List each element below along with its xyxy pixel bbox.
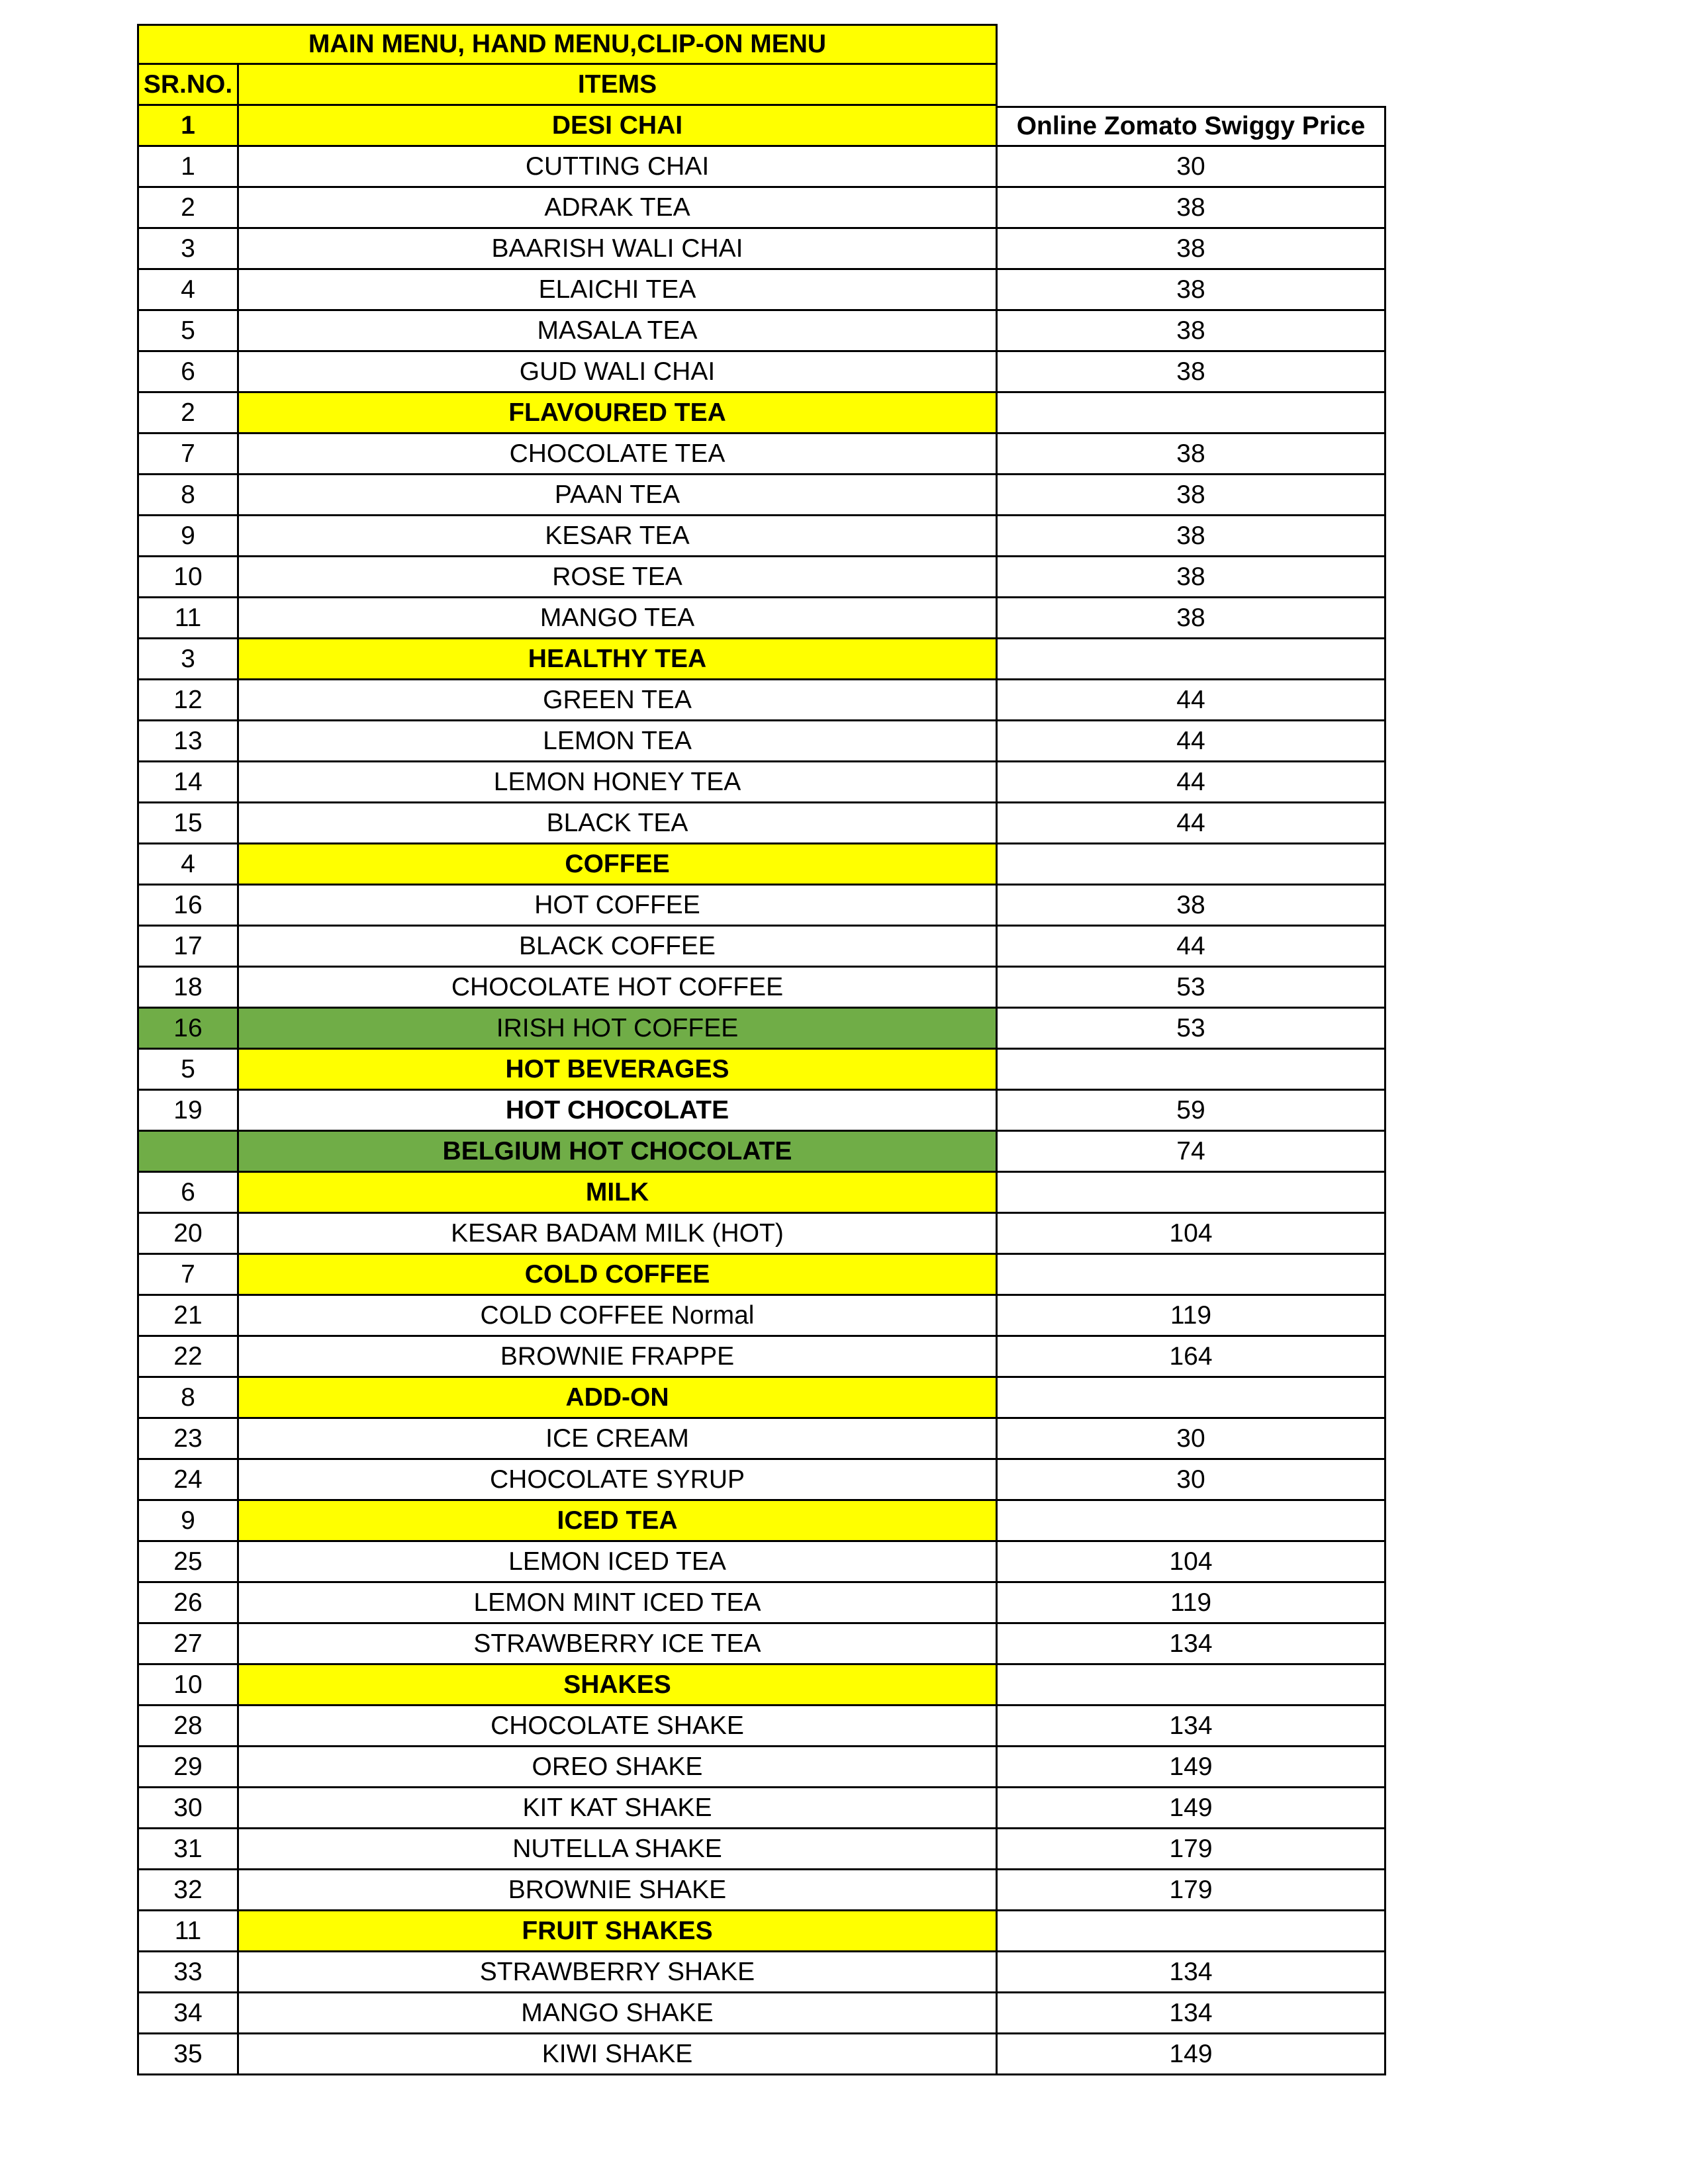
price-cell: 149 [998,2034,1386,2075]
table-row [137,968,1386,1009]
price-cell: 149 [998,1788,1386,1829]
item-name: CUTTING CHAI [239,147,998,188]
price-cell: 104 [998,1542,1386,1583]
item-name: BLACK TEA [239,803,998,844]
table-row [137,1091,1386,1132]
price-cell [998,1378,1386,1419]
table-row [137,1132,1386,1173]
table-row [137,721,1386,762]
sr-no-cell: 10 [137,1665,239,1706]
price-cell [998,1255,1386,1296]
price-cell [998,1911,1386,1952]
category-row [137,1378,1386,1419]
price-cell [998,844,1386,886]
table-row [137,1870,1386,1911]
item-name: BELGIUM HOT CHOCOLATE [239,1132,998,1173]
category-label: ADD-ON [239,1378,998,1419]
items-header: ITEMS [239,65,998,106]
sr-no-cell [137,1132,239,1173]
table-row [137,270,1386,311]
price-cell: 38 [998,886,1386,927]
item-name: ADRAK TEA [239,188,998,229]
category-label: FLAVOURED TEA [239,393,998,434]
table-row [137,1460,1386,1501]
sr-no-cell: 8 [137,1378,239,1419]
item-name: GREEN TEA [239,680,998,721]
item-name: MANGO SHAKE [239,1993,998,2034]
title-row [137,24,1386,65]
item-name: ICE CREAM [239,1419,998,1460]
sr-no-cell: 11 [137,1911,239,1952]
price-cell: 149 [998,1747,1386,1788]
table-row [137,762,1386,803]
sr-no-cell: 12 [137,680,239,721]
sr-no-cell: 22 [137,1337,239,1378]
sr-no-cell: 7 [137,1255,239,1296]
category-row [137,1255,1386,1296]
price-cell: 30 [998,147,1386,188]
category-row [137,1173,1386,1214]
item-name: LEMON HONEY TEA [239,762,998,803]
table-row [137,1419,1386,1460]
item-name: BAARISH WALI CHAI [239,229,998,270]
item-name: BLACK COFFEE [239,927,998,968]
table-row [137,1706,1386,1747]
price-cell: 53 [998,1009,1386,1050]
table-row [137,475,1386,516]
table-row [137,1583,1386,1624]
price-cell: 38 [998,557,1386,598]
sr-no-cell: 25 [137,1542,239,1583]
sr-no-cell: 35 [137,2034,239,2075]
item-name: HOT COFFEE [239,886,998,927]
sr-no-cell: 2 [137,188,239,229]
sr-no-cell: 4 [137,270,239,311]
sr-no-cell: 10 [137,557,239,598]
sr-no-cell: 4 [137,844,239,886]
table-row [137,1296,1386,1337]
table-row [137,434,1386,475]
sr-no-cell: 14 [137,762,239,803]
sr-no-cell: 18 [137,968,239,1009]
item-name: BROWNIE FRAPPE [239,1337,998,1378]
item-name: NUTELLA SHAKE [239,1829,998,1870]
price-cell: 44 [998,680,1386,721]
item-name: ROSE TEA [239,557,998,598]
price-cell: 134 [998,1624,1386,1665]
price-cell: 38 [998,475,1386,516]
sr-no-cell: 5 [137,311,239,352]
item-name: BROWNIE SHAKE [239,1870,998,1911]
price-cell [998,1665,1386,1706]
sr-no-header: SR.NO. [137,65,239,106]
price-cell: 134 [998,1952,1386,1993]
sr-no-cell: 34 [137,1993,239,2034]
sr-no-cell: 13 [137,721,239,762]
price-cell [998,1050,1386,1091]
category-label: COFFEE [239,844,998,886]
table-row [137,229,1386,270]
sr-no-cell: 1 [137,106,239,147]
table-row [137,1214,1386,1255]
price-cell: 179 [998,1870,1386,1911]
price-cell: 134 [998,1706,1386,1747]
table-row [137,1337,1386,1378]
category-row [137,1050,1386,1091]
item-name: KIWI SHAKE [239,2034,998,2075]
price-cell: 38 [998,311,1386,352]
table-row [137,803,1386,844]
price-cell [998,639,1386,680]
sr-no-cell: 32 [137,1870,239,1911]
table-row [137,1747,1386,1788]
item-name: GUD WALI CHAI [239,352,998,393]
sr-no-cell: 9 [137,516,239,557]
item-name: CHOCOLATE SYRUP [239,1460,998,1501]
item-name: STRAWBERRY SHAKE [239,1952,998,1993]
sr-no-cell: 16 [137,1009,239,1050]
table-row [137,886,1386,927]
price-cell: 30 [998,1419,1386,1460]
item-name: MASALA TEA [239,311,998,352]
table-row [137,1829,1386,1870]
price-cell: 134 [998,1993,1386,2034]
sr-no-cell: 15 [137,803,239,844]
price-cell: 59 [998,1091,1386,1132]
price-cell: 44 [998,803,1386,844]
item-name: CHOCOLATE SHAKE [239,1706,998,1747]
price-cell: 119 [998,1583,1386,1624]
item-name: LEMON ICED TEA [239,1542,998,1583]
price-cell: 74 [998,1132,1386,1173]
price-cell: 44 [998,721,1386,762]
item-name: ELAICHI TEA [239,270,998,311]
category-row [137,844,1386,886]
sheet-title: MAIN MENU, HAND MENU,CLIP-ON MENU [137,24,998,65]
sr-no-cell: 7 [137,434,239,475]
price-cell: 44 [998,927,1386,968]
table-row [137,516,1386,557]
sr-no-cell: 8 [137,475,239,516]
table-row [137,188,1386,229]
table-row [137,680,1386,721]
item-name: OREO SHAKE [239,1747,998,1788]
category-label: MILK [239,1173,998,1214]
price-cell: 38 [998,270,1386,311]
sr-no-cell: 28 [137,1706,239,1747]
sr-no-cell: 3 [137,229,239,270]
price-cell [998,1501,1386,1542]
price-cell [998,393,1386,434]
table-row [137,1542,1386,1583]
sr-no-cell: 31 [137,1829,239,1870]
sr-no-cell: 2 [137,393,239,434]
item-name: PAAN TEA [239,475,998,516]
price-cell: 104 [998,1214,1386,1255]
item-name: LEMON TEA [239,721,998,762]
sr-no-cell: 9 [137,1501,239,1542]
category-label: DESI CHAI [239,106,998,147]
price-cell: 164 [998,1337,1386,1378]
item-name: STRAWBERRY ICE TEA [239,1624,998,1665]
item-name: KESAR TEA [239,516,998,557]
sr-no-cell: 6 [137,352,239,393]
price-cell: 44 [998,762,1386,803]
table-row [137,311,1386,352]
table-row [137,557,1386,598]
item-name: LEMON MINT ICED TEA [239,1583,998,1624]
sr-no-cell: 33 [137,1952,239,1993]
table-row [137,2034,1386,2075]
item-name: IRISH HOT COFFEE [239,1009,998,1050]
sr-no-cell: 29 [137,1747,239,1788]
table-row [137,352,1386,393]
price-cell: 53 [998,968,1386,1009]
table-row [137,927,1386,968]
sr-no-cell: 27 [137,1624,239,1665]
sr-no-cell: 3 [137,639,239,680]
price-cell: 38 [998,598,1386,639]
category-label: FRUIT SHAKES [239,1911,998,1952]
sr-no-cell: 20 [137,1214,239,1255]
table-row [137,147,1386,188]
category-label: SHAKES [239,1665,998,1706]
item-name: COLD COFFEE Normal [239,1296,998,1337]
table-row [137,598,1386,639]
price-cell: 30 [998,1460,1386,1501]
item-name: KESAR BADAM MILK (HOT) [239,1214,998,1255]
price-cell: 119 [998,1296,1386,1337]
sr-no-cell: 19 [137,1091,239,1132]
sr-no-cell: 23 [137,1419,239,1460]
item-name: KIT KAT SHAKE [239,1788,998,1829]
table-row [137,1788,1386,1829]
menu-rows [137,106,1386,2075]
category-row [137,393,1386,434]
sr-no-cell: 11 [137,598,239,639]
price-cell: 38 [998,516,1386,557]
category-row [137,106,1386,147]
category-label: HEALTHY TEA [239,639,998,680]
table-row [137,1624,1386,1665]
sr-no-cell: 1 [137,147,239,188]
sr-no-cell: 24 [137,1460,239,1501]
table-row [137,1952,1386,1993]
price-cell: 179 [998,1829,1386,1870]
sr-no-cell: 16 [137,886,239,927]
table-row [137,1993,1386,2034]
category-row [137,1501,1386,1542]
category-label: ICED TEA [239,1501,998,1542]
sr-no-cell: 5 [137,1050,239,1091]
sr-no-cell: 30 [137,1788,239,1829]
item-name: CHOCOLATE TEA [239,434,998,475]
table-row [137,1009,1386,1050]
item-name: MANGO TEA [239,598,998,639]
price-cell: 38 [998,352,1386,393]
category-row [137,1665,1386,1706]
item-name: CHOCOLATE HOT COFFEE [239,968,998,1009]
price-cell: 38 [998,188,1386,229]
sr-no-cell: 6 [137,1173,239,1214]
price-cell: 38 [998,434,1386,475]
category-label: COLD COFFEE [239,1255,998,1296]
price-cell [998,1173,1386,1214]
category-row [137,639,1386,680]
column-header-row [137,65,1386,106]
item-name: HOT CHOCOLATE [239,1091,998,1132]
category-row [137,1911,1386,1952]
price-cell: 38 [998,229,1386,270]
sr-no-cell: 17 [137,927,239,968]
menu-price-sheet [137,24,1386,2075]
sr-no-cell: 21 [137,1296,239,1337]
price-header: Online Zomato Swiggy Price [998,106,1386,147]
sr-no-cell: 26 [137,1583,239,1624]
category-label: HOT BEVERAGES [239,1050,998,1091]
